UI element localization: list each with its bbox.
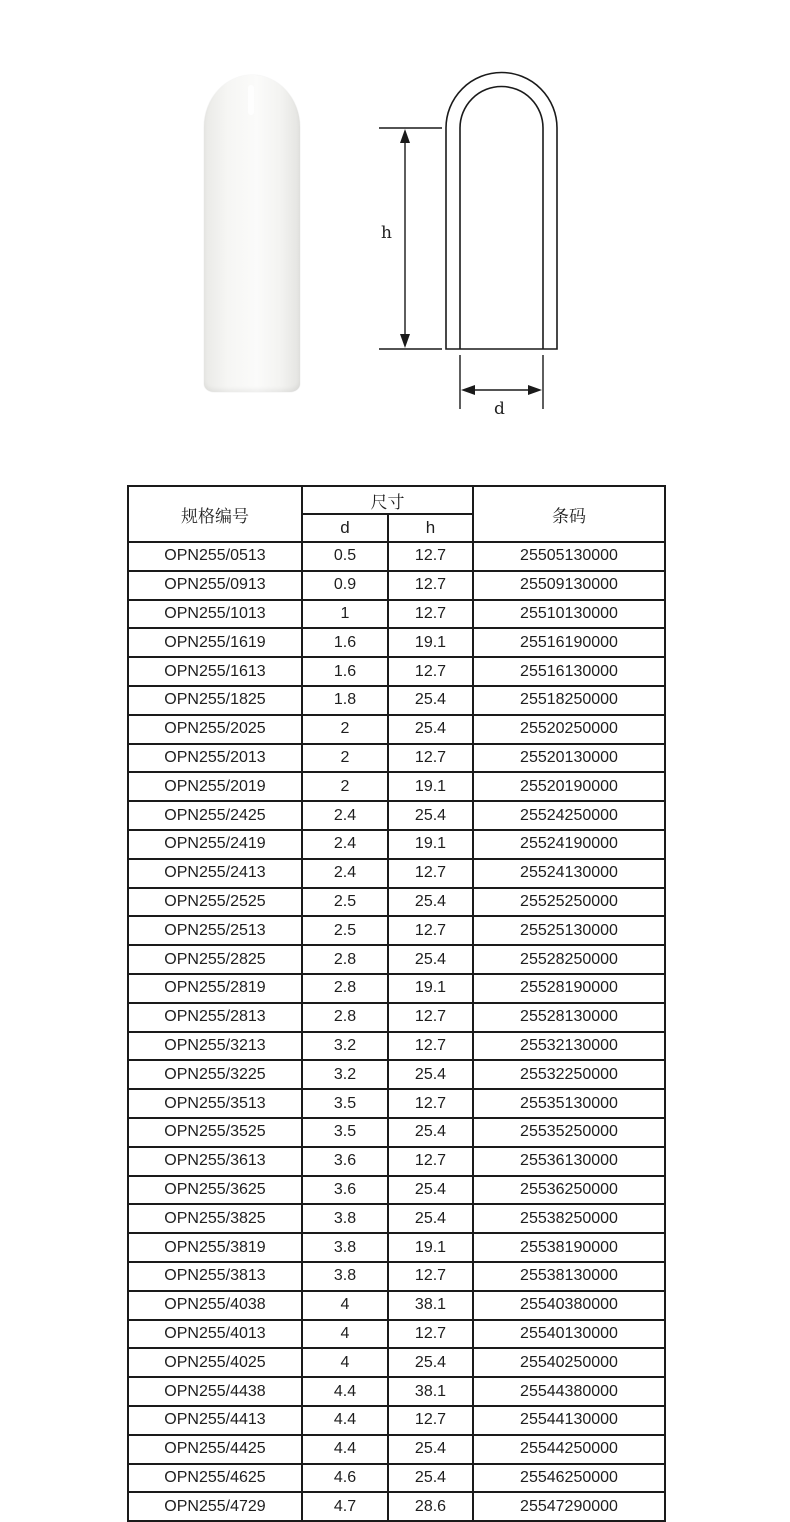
cell-h: 25.4 [388,1204,473,1233]
header-d: d [302,514,388,542]
cell-d: 4.6 [302,1464,388,1493]
dimension-drawing [0,0,790,440]
table-row [128,1176,665,1205]
cell-spec-code: OPN255/3813 [128,1262,302,1291]
cell-d: 1 [302,600,388,629]
cell-barcode: 25509130000 [473,571,665,600]
cell-d: 3.6 [302,1176,388,1205]
cell-spec-code: OPN255/2025 [128,715,302,744]
cell-barcode: 25524250000 [473,801,665,830]
table-row [128,974,665,1003]
cell-barcode: 25505130000 [473,542,665,571]
cell-barcode: 25532250000 [473,1060,665,1089]
cell-barcode: 25535250000 [473,1118,665,1147]
cell-h: 25.4 [388,801,473,830]
cell-spec-code: OPN255/2813 [128,1003,302,1032]
cell-spec-code: OPN255/2525 [128,888,302,917]
table-body [128,542,665,1521]
cell-h: 25.4 [388,945,473,974]
cell-d: 4.7 [302,1492,388,1521]
cell-h: 12.7 [388,1147,473,1176]
cell-barcode: 25516130000 [473,657,665,686]
cell-d: 4.4 [302,1377,388,1406]
cell-h: 38.1 [388,1377,473,1406]
height-label: h [381,223,392,243]
product-figure [0,0,790,440]
cell-barcode: 25520250000 [473,715,665,744]
spec-table [127,485,666,1522]
table-row [128,600,665,629]
cell-h: 25.4 [388,1435,473,1464]
cell-h: 12.7 [388,571,473,600]
header-barcode: 条码 [473,486,665,542]
cell-spec-code: OPN255/2825 [128,945,302,974]
cell-h: 12.7 [388,1262,473,1291]
cell-d: 3.8 [302,1204,388,1233]
cell-h: 12.7 [388,744,473,773]
cell-spec-code: OPN255/3613 [128,1147,302,1176]
cell-h: 25.4 [388,1118,473,1147]
table-row [128,715,665,744]
cell-barcode: 25520130000 [473,744,665,773]
cell-spec-code: OPN255/1619 [128,628,302,657]
cell-barcode: 25516190000 [473,628,665,657]
cell-d: 0.5 [302,542,388,571]
cell-barcode: 25544250000 [473,1435,665,1464]
cell-h: 19.1 [388,974,473,1003]
table-row [128,1464,665,1493]
cell-h: 12.7 [388,1032,473,1061]
table-row [128,916,665,945]
cell-barcode: 25538190000 [473,1233,665,1262]
cell-barcode: 25540130000 [473,1320,665,1349]
cell-barcode: 25535130000 [473,1089,665,1118]
cell-barcode: 25540250000 [473,1348,665,1377]
cell-d: 2 [302,772,388,801]
cell-d: 2.5 [302,916,388,945]
cell-d: 3.2 [302,1060,388,1089]
table-row [128,1291,665,1320]
table-row [128,772,665,801]
cell-barcode: 25544380000 [473,1377,665,1406]
table-row [128,1032,665,1061]
cell-spec-code: OPN255/1825 [128,686,302,715]
cell-h: 12.7 [388,1406,473,1435]
cell-spec-code: OPN255/3513 [128,1089,302,1118]
table-row [128,830,665,859]
table-row [128,628,665,657]
table-row [128,1060,665,1089]
arrow-down-icon [400,334,410,348]
cell-spec-code: OPN255/4013 [128,1320,302,1349]
cell-spec-code: OPN255/2513 [128,916,302,945]
cell-h: 38.1 [388,1291,473,1320]
cell-h: 12.7 [388,1320,473,1349]
table-row [128,571,665,600]
cell-spec-code: OPN255/3819 [128,1233,302,1262]
cell-d: 2.4 [302,859,388,888]
cell-barcode: 25518250000 [473,686,665,715]
table-row [128,1233,665,1262]
cell-spec-code: OPN255/2819 [128,974,302,1003]
table-row [128,1406,665,1435]
cell-spec-code: OPN255/2419 [128,830,302,859]
table-row [128,945,665,974]
table-row [128,888,665,917]
cell-d: 1.6 [302,628,388,657]
inner-profile [460,86,543,349]
cell-d: 4.4 [302,1406,388,1435]
table-row [128,801,665,830]
table-row [128,1435,665,1464]
cell-h: 12.7 [388,542,473,571]
cell-h: 25.4 [388,888,473,917]
cell-h: 12.7 [388,1089,473,1118]
cell-spec-code: OPN255/1013 [128,600,302,629]
header-h: h [388,514,473,542]
cell-h: 12.7 [388,1003,473,1032]
table-row [128,686,665,715]
cell-d: 3.5 [302,1089,388,1118]
cell-spec-code: OPN255/1613 [128,657,302,686]
cell-barcode: 25536250000 [473,1176,665,1205]
table-row [128,1118,665,1147]
cell-spec-code: OPN255/2425 [128,801,302,830]
cell-barcode: 25546250000 [473,1464,665,1493]
table-row [128,1003,665,1032]
table-row [128,1348,665,1377]
cell-spec-code: OPN255/3625 [128,1176,302,1205]
cell-d: 2.4 [302,830,388,859]
header-spec-code: 规格编号 [128,486,302,542]
cell-spec-code: OPN255/4729 [128,1492,302,1521]
cell-spec-code: OPN255/2013 [128,744,302,773]
table-row [128,542,665,571]
table-row [128,657,665,686]
cell-barcode: 25532130000 [473,1032,665,1061]
cell-d: 4 [302,1291,388,1320]
cell-barcode: 25525130000 [473,916,665,945]
cell-d: 2.8 [302,974,388,1003]
cell-spec-code: OPN255/3825 [128,1204,302,1233]
cell-barcode: 25536130000 [473,1147,665,1176]
cell-barcode: 25524130000 [473,859,665,888]
cell-h: 12.7 [388,600,473,629]
cell-spec-code: OPN255/0513 [128,542,302,571]
cell-d: 1.6 [302,657,388,686]
cell-barcode: 25524190000 [473,830,665,859]
cell-d: 0.9 [302,571,388,600]
cell-h: 25.4 [388,1060,473,1089]
cell-barcode: 25540380000 [473,1291,665,1320]
cell-spec-code: OPN255/4425 [128,1435,302,1464]
cell-d: 2.5 [302,888,388,917]
cell-h: 19.1 [388,772,473,801]
cell-spec-code: OPN255/4625 [128,1464,302,1493]
cell-barcode: 25538250000 [473,1204,665,1233]
header-dimensions: 尺寸 [302,486,473,514]
cell-d: 3.8 [302,1262,388,1291]
cell-spec-code: OPN255/3525 [128,1118,302,1147]
cell-spec-code: OPN255/0913 [128,571,302,600]
cell-d: 3.2 [302,1032,388,1061]
cell-h: 12.7 [388,859,473,888]
cell-d: 3.8 [302,1233,388,1262]
cell-h: 19.1 [388,628,473,657]
table-row [128,859,665,888]
arrow-left-icon [461,385,475,395]
cell-barcode: 25525250000 [473,888,665,917]
cell-spec-code: OPN255/4038 [128,1291,302,1320]
cell-d: 1.8 [302,686,388,715]
cell-h: 12.7 [388,657,473,686]
cell-h: 12.7 [388,916,473,945]
cell-d: 3.5 [302,1118,388,1147]
cell-spec-code: OPN255/4438 [128,1377,302,1406]
cell-h: 25.4 [388,715,473,744]
cell-d: 3.6 [302,1147,388,1176]
cell-spec-code: OPN255/4025 [128,1348,302,1377]
cell-spec-code: OPN255/3213 [128,1032,302,1061]
cell-h: 19.1 [388,1233,473,1262]
table-row [128,1089,665,1118]
table-row [128,1262,665,1291]
cell-barcode: 25538130000 [473,1262,665,1291]
arrow-right-icon [528,385,542,395]
cell-barcode: 25528190000 [473,974,665,1003]
cell-barcode: 25528130000 [473,1003,665,1032]
cell-spec-code: OPN255/3225 [128,1060,302,1089]
cell-h: 19.1 [388,830,473,859]
cell-spec-code: OPN255/2413 [128,859,302,888]
cell-d: 2 [302,715,388,744]
cell-d: 2.4 [302,801,388,830]
cell-h: 28.6 [388,1492,473,1521]
cell-h: 25.4 [388,1348,473,1377]
cell-d: 4 [302,1348,388,1377]
cell-barcode: 25547290000 [473,1492,665,1521]
cell-h: 25.4 [388,1464,473,1493]
cell-barcode: 25510130000 [473,600,665,629]
cell-h: 25.4 [388,1176,473,1205]
cell-barcode: 25520190000 [473,772,665,801]
table-row [128,744,665,773]
cell-d: 2.8 [302,1003,388,1032]
cell-spec-code: OPN255/2019 [128,772,302,801]
cell-d: 4.4 [302,1435,388,1464]
diameter-label: d [494,399,505,419]
table-row [128,1492,665,1521]
cell-barcode: 25528250000 [473,945,665,974]
table-row [128,1320,665,1349]
table-row [128,1147,665,1176]
cell-h: 25.4 [388,686,473,715]
cell-d: 2 [302,744,388,773]
table-row [128,1204,665,1233]
cell-d: 2.8 [302,945,388,974]
cell-spec-code: OPN255/4413 [128,1406,302,1435]
cell-d: 4 [302,1320,388,1349]
arrow-up-icon [400,129,410,143]
cell-barcode: 25544130000 [473,1406,665,1435]
table-row [128,1377,665,1406]
